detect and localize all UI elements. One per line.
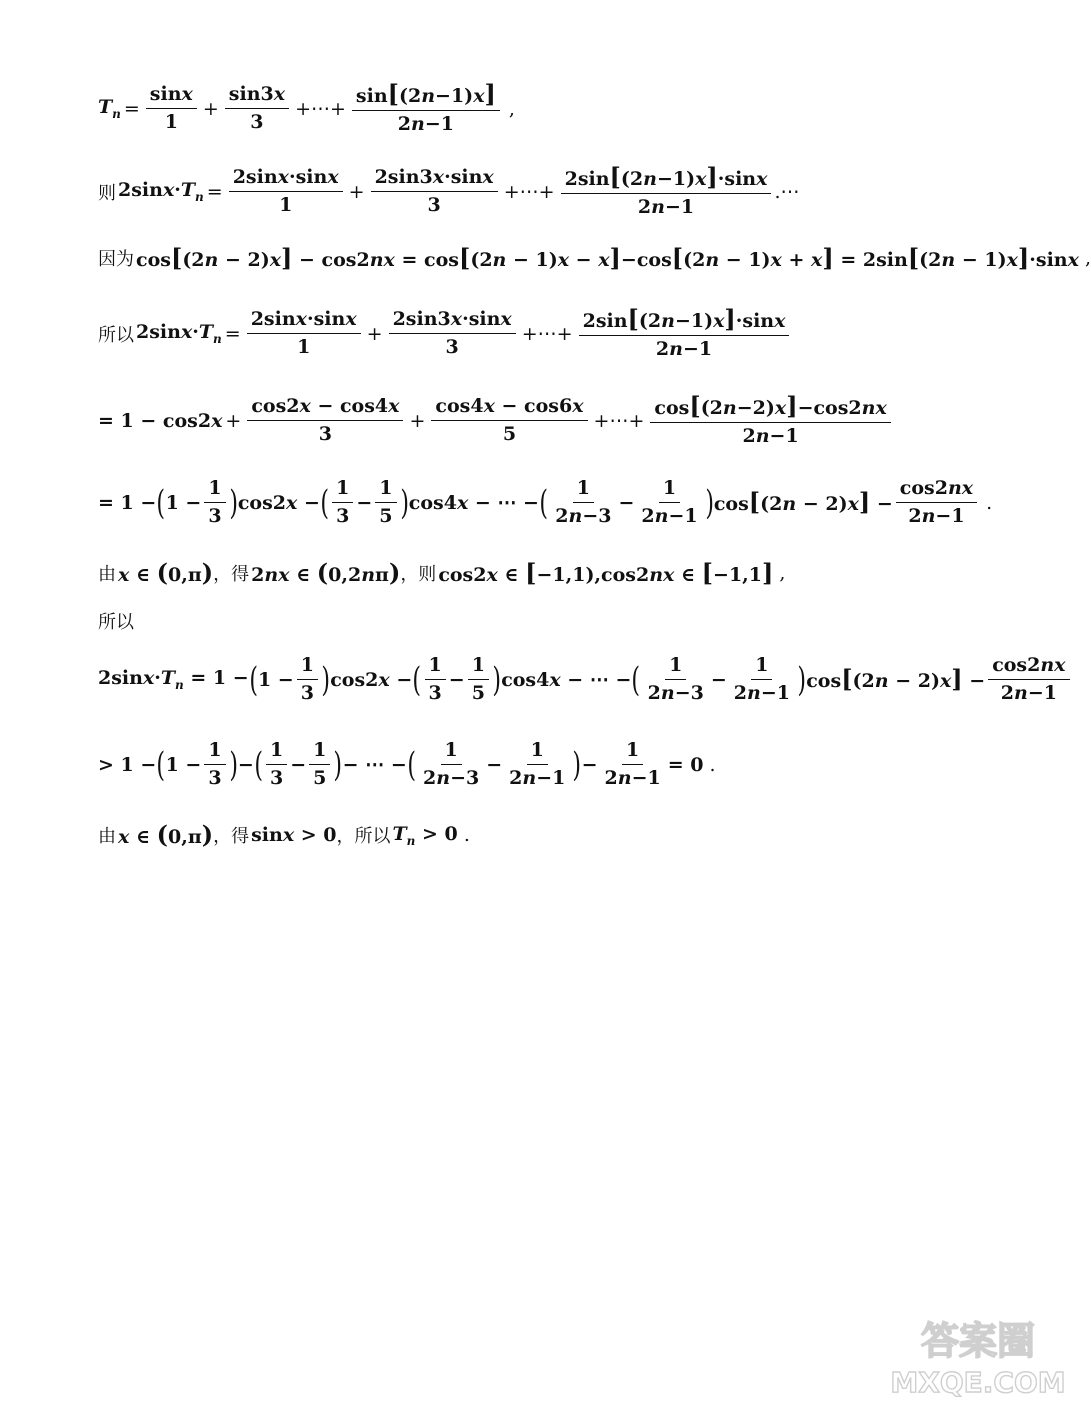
- math-line-10: > 1 − ( 1 − $\frac{1}{3}$ ) − ( $\frac{1}{3}$ − $\frac{1}{5}$ ) − ⋯ − ( $\frac{1}{2n-3}$ − $\frac{1}{2n-1}$ ) − $\frac{1}{2n-1}$ = 0 .: [98, 739, 716, 789]
- watermark-logo: [890, 1306, 1066, 1401]
- math-line-7: 由 x ∈ (0,π) ，得 2nx ∈ (0,2nπ) ，则 cos2x ∈ [−1,1),cos2nx ∈ [−1,1] ,: [98, 557, 786, 587]
- math-line-2: 则 $2\sin x\cdot T_n$ = $\frac{2\sin x\cdot\sin x}{1}$ + $\frac{2\sin 3x\cdot\sin x}{3}$ +⋯+ $\frac{2\sin[(2n-1)x]\cdot\sin x}{2n-1}$ .⋯: [98, 162, 800, 218]
- math-line-11: 由 x ∈ (0,π) ，得 sinx > 0 ，所以 $T_n > 0$ .: [98, 819, 470, 849]
- math-line-6: = 1 − ( 1 − $\frac{1}{3}$ ) cos2x − ( $\frac{1}{3}$ − $\frac{1}{5}$ ) cos4x − ⋯ − ( $\frac{1}{2n-3}$ − $\frac{1}{2n-1}$ ) cos[(2n − 2)x] − $\frac{\cos 2nx}{2n-1}$ .: [98, 477, 993, 527]
- math-line-9: $2\sin x\cdot T_n = 1$ − ( 1 − $\frac{1}{3}$ ) cos2x − ( $\frac{1}{3}$ − $\frac{1}{5}$ ) cos4x − ⋯ − ( $\frac{1}{2n-3}$ − $\frac{1}{2n-1}$ ) cos[(2n − 2)x] − $\frac{\cos 2nx}{2n-1}$: [98, 655, 1073, 705]
- svg-text:MXQE.COM: MXQE.COM: [890, 1366, 1066, 1399]
- svg-text:答案圈: 答案圈: [920, 1319, 1036, 1363]
- math-line-8: 所以: [98, 612, 134, 633]
- math-line-3: 因为 cos[(2n − 2)x] − cos2nx = cos[(2n − 1)x − x]−cos[(2n − 1)x + x] = 2sin[(2n − 1)x]·sinx ,: [98, 242, 1091, 272]
- math-line-5: = 1 − cos2x + $\frac{\cos 2x - \cos 4x}{3}$ + $\frac{\cos 4x - \cos 6x}{5}$ +⋯+ $\frac{\cos[(2n-2)x]-\cos 2nx}{2n-1}$: [98, 394, 894, 448]
- math-line-1: $T_n$ = $\frac{\sin x}{1}$ + $\frac{\sin 3x}{3}$ +⋯+ $\frac{\sin[(2n-1)x]}{2n-1}$ ,: [98, 79, 515, 135]
- math-line-4: 所以 $2\sin x\cdot T_n$ = $\frac{2\sin x\cdot\sin x}{1}$ + $\frac{2\sin 3x\cdot\sin x}{3}$ +⋯+ $\frac{2\sin[(2n-1)x]\cdot\sin x}{2n-1}$: [98, 307, 792, 361]
